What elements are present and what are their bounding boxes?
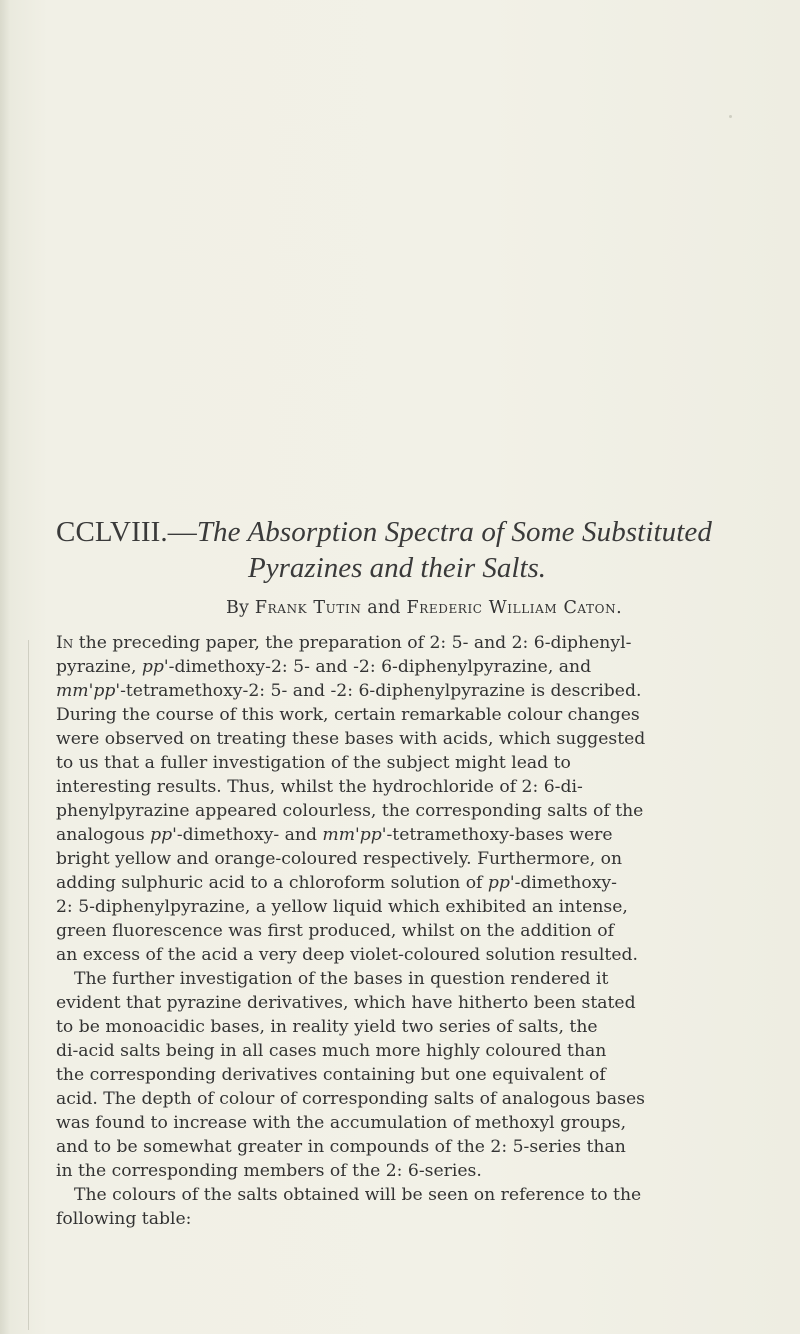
text-run: The further investigation of the bases in question rendered it xyxy=(74,969,609,989)
body-text-line xyxy=(56,967,756,991)
body-text-line xyxy=(56,1063,756,1087)
text-run: the corresponding derivatives containing but one equivalent of xyxy=(56,1065,606,1085)
page-edge-shadow xyxy=(0,0,10,1334)
article-number: CCLVIII. xyxy=(56,516,168,548)
body-text-line xyxy=(56,1183,756,1207)
text-run: adding sulphuric acid to a chloroform solution of xyxy=(56,873,488,893)
body-text-line xyxy=(56,679,756,703)
body-text-line xyxy=(56,919,756,943)
text-run: evident that pyrazine derivatives, which have hitherto been stated xyxy=(56,993,636,1013)
text-run: bright yellow and orange-coloured respectively. Furthermore, on xyxy=(56,849,623,869)
text-run: an excess of the acid a very deep violet-coloured solution resulted. xyxy=(56,945,638,965)
paper-speck xyxy=(729,115,732,118)
byline xyxy=(226,596,746,620)
title-text-line1: The Absorption Spectra of Some Substituted xyxy=(196,516,712,548)
body-text-line xyxy=(56,775,756,799)
text-run: the preceding paper, the preparation of 2: 5- and 2: 6-diphenyl- xyxy=(73,633,632,653)
body-text-line xyxy=(56,727,756,751)
text-run: to us that a fuller investigation of the subject might lead to xyxy=(56,753,571,773)
text-run: was found to increase with the accumulation of methoxyl groups, xyxy=(56,1113,627,1133)
article-title-line1 xyxy=(56,516,756,548)
body-text-line xyxy=(56,1087,756,1111)
text-run: -tetramethoxy-2: 5- and -2: 6-diphenylpyrazine is described. xyxy=(120,681,642,701)
text-run: -dimethoxy- and xyxy=(176,825,323,845)
body-text-line xyxy=(56,1207,756,1231)
text-run: green fluorescence was first produced, whilst on the addition of xyxy=(56,921,614,941)
text-run: interesting results. Thus, whilst the hydrochloride of 2: 6-di- xyxy=(56,777,583,797)
body-text-line xyxy=(56,799,756,823)
text-run: -dimethoxy-2: 5- and -2: 6-diphenylpyrazine, and xyxy=(168,657,592,677)
italic-text: mm'pp' xyxy=(322,825,387,845)
article-body xyxy=(56,631,756,1231)
small-caps-text: In xyxy=(56,633,74,653)
body-text-line xyxy=(56,1015,756,1039)
body-text-line xyxy=(56,631,756,655)
italic-text: pp' xyxy=(150,825,177,845)
body-text-line xyxy=(56,871,756,895)
body-text-line xyxy=(56,991,756,1015)
binding-line xyxy=(28,640,29,1330)
text-run: The colours of the salts obtained will be seen on reference to the xyxy=(74,1185,642,1205)
text-run: -dimethoxy- xyxy=(514,873,617,893)
body-text-line xyxy=(56,943,756,967)
text-run: analogous xyxy=(56,825,151,845)
author-name-1: Frank Tutin xyxy=(254,598,362,618)
text-run: and to be somewhat greater in compounds of the 2: 5-series than xyxy=(56,1137,626,1157)
author-name-2: Frederic William Caton. xyxy=(406,598,623,618)
text-run: During the course of this work, certain remarkable colour changes xyxy=(56,705,640,725)
text-run: were observed on treating these bases with acids, which suggested xyxy=(56,729,646,749)
text-run: 2: 5-diphenylpyrazine, a yellow liquid which exhibited an intense, xyxy=(56,897,628,917)
text-run: -tetramethoxy-bases were xyxy=(386,825,613,845)
text-run: pyrazine, xyxy=(56,657,142,677)
italic-text: pp' xyxy=(141,657,169,677)
body-text-line xyxy=(56,1111,756,1135)
article-title-line2: Pyrazines and their Salts. xyxy=(248,552,547,584)
body-text-line xyxy=(56,895,756,919)
title-dash: — xyxy=(167,516,197,548)
text-run: following table: xyxy=(56,1209,192,1229)
italic-text: mm'pp' xyxy=(56,681,121,701)
body-text-line xyxy=(56,1135,756,1159)
text-run: to be monoacidic bases, in reality yield two series of salts, the xyxy=(56,1017,598,1037)
text-run: in the corresponding members of the 2: 6-series. xyxy=(56,1161,482,1181)
body-text-line xyxy=(56,655,756,679)
body-text-line xyxy=(56,703,756,727)
body-text-line xyxy=(56,823,756,847)
text-run: phenylpyrazine appeared colourless, the corresponding salts of the xyxy=(56,801,644,821)
text-run: acid. The depth of colour of corresponding salts of analogous bases xyxy=(56,1089,645,1109)
body-text-line xyxy=(56,847,756,871)
body-text-line xyxy=(56,1039,756,1063)
text-run: di-acid salts being in all cases much more highly coloured than xyxy=(56,1041,607,1061)
body-text-line xyxy=(56,751,756,775)
byline-and: and xyxy=(367,598,401,618)
italic-text: pp' xyxy=(487,873,515,893)
body-text-line xyxy=(56,1159,756,1183)
byline-by: By xyxy=(226,598,250,618)
